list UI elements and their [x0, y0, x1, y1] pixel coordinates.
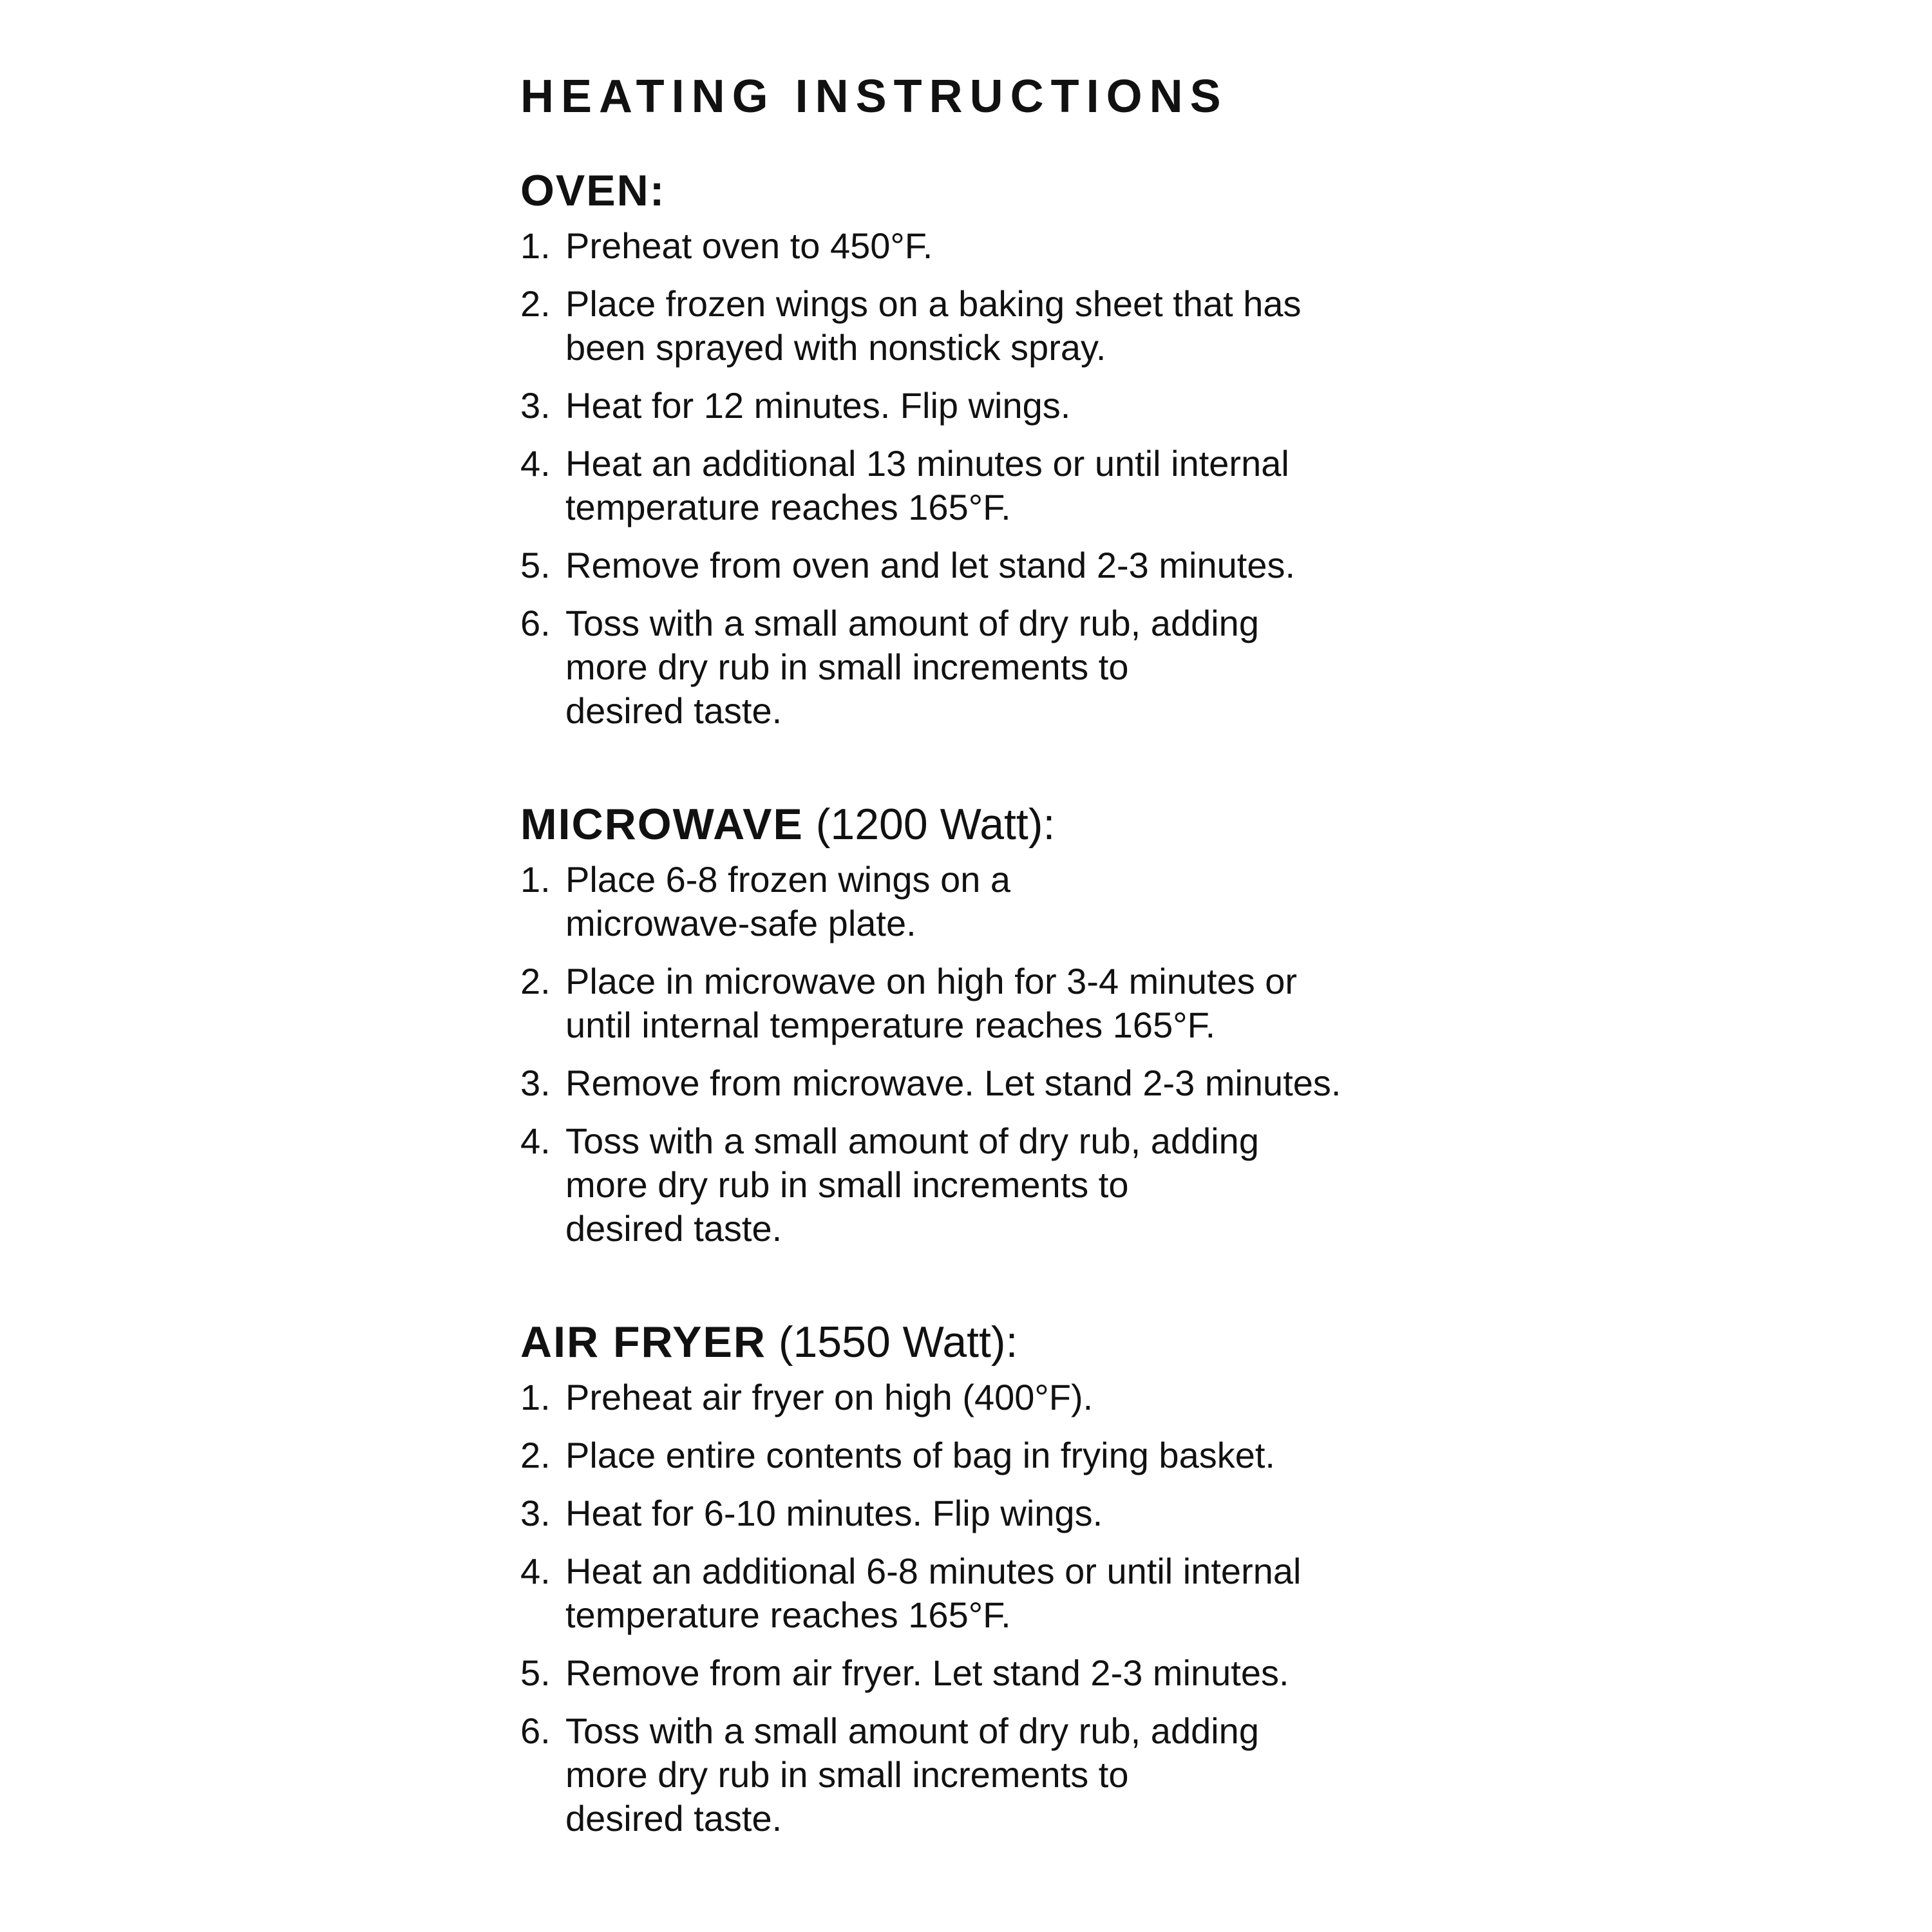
- step-text: Place 6-8 frozen wings on a microwave-safe plate.: [565, 859, 1011, 943]
- microwave-heading: [520, 792, 1486, 857]
- step-number: 1.: [520, 225, 551, 266]
- step-text: Toss with a small amount of dry rub, adding more dry rub in small increments to desired taste.: [565, 1710, 1259, 1839]
- step-number: 2.: [520, 283, 551, 324]
- oven-step: [520, 544, 1486, 587]
- oven-step: [520, 601, 1486, 733]
- air-fryer-step: [520, 1492, 1486, 1535]
- step-text: Remove from microwave. Let stand 2-3 minutes.: [565, 1063, 1341, 1103]
- step-number: 4.: [520, 1551, 551, 1591]
- microwave-heading-label: MICROWAVE: [520, 800, 804, 849]
- step-text: Preheat oven to 450°F.: [565, 225, 933, 266]
- step-number: 5.: [520, 545, 551, 585]
- oven-heading-label: OVEN:: [520, 166, 666, 215]
- air-fryer-heading: [520, 1310, 1486, 1374]
- step-number: 3.: [520, 1063, 551, 1103]
- microwave-step: [520, 960, 1486, 1047]
- oven-step: [520, 384, 1486, 428]
- step-text: Heat for 12 minutes. Flip wings.: [565, 385, 1071, 426]
- step-number: 6.: [520, 1710, 551, 1751]
- page-title: HEATING INSTRUCTIONS: [520, 71, 1228, 122]
- step-text: Preheat air fryer on high (400°F).: [565, 1377, 1094, 1417]
- microwave-step: [520, 1119, 1486, 1251]
- step-text: Heat an additional 13 minutes or until internal temperature reaches 165°F.: [565, 443, 1289, 527]
- step-text: Remove from air fryer. Let stand 2-3 minutes.: [565, 1653, 1289, 1693]
- heating-instructions: [520, 64, 1486, 1841]
- step-number: 3.: [520, 385, 551, 426]
- air-fryer-steps: [520, 1376, 1486, 1841]
- step-text: Place in microwave on high for 3-4 minutes or until internal temperature reaches 165°F.: [565, 961, 1298, 1045]
- step-text: Heat an additional 6-8 minutes or until internal temperature reaches 165°F.: [565, 1551, 1302, 1635]
- oven-step: [520, 224, 1486, 268]
- step-number: 4.: [520, 1121, 551, 1161]
- step-number: 1.: [520, 859, 551, 900]
- microwave-steps: [520, 858, 1486, 1251]
- step-text: Heat for 6-10 minutes. Flip wings.: [565, 1493, 1103, 1533]
- microwave-heading-suffix: (1200 Watt):: [803, 800, 1056, 849]
- step-text: Place entire contents of bag in frying basket.: [565, 1435, 1275, 1475]
- step-number: 2.: [520, 1435, 551, 1475]
- air-fryer-step: [520, 1376, 1486, 1419]
- air-fryer-step: [520, 1651, 1486, 1695]
- microwave-step: [520, 1061, 1486, 1105]
- air-fryer-step: [520, 1549, 1486, 1637]
- oven-step: [520, 442, 1486, 529]
- step-text: Toss with a small amount of dry rub, adding more dry rub in small increments to desired taste.: [565, 603, 1259, 731]
- step-number: 2.: [520, 961, 551, 1001]
- step-number: 5.: [520, 1653, 551, 1693]
- microwave-step: [520, 858, 1486, 945]
- step-text: Remove from oven and let stand 2-3 minutes.: [565, 545, 1296, 585]
- step-number: 4.: [520, 443, 551, 484]
- oven-step: [520, 282, 1486, 370]
- air-fryer-heading-suffix: (1550 Watt):: [766, 1318, 1018, 1367]
- oven-steps: [520, 224, 1486, 733]
- step-text: Toss with a small amount of dry rub, adding more dry rub in small increments to desired taste.: [565, 1121, 1259, 1249]
- air-fryer-step: [520, 1434, 1486, 1477]
- air-fryer-step: [520, 1709, 1486, 1841]
- oven-heading: [520, 158, 1486, 223]
- air-fryer-heading-label: AIR FRYER: [520, 1318, 766, 1367]
- step-number: 1.: [520, 1377, 551, 1417]
- step-text: Place frozen wings on a baking sheet that has been sprayed with nonstick spray.: [565, 283, 1302, 368]
- step-number: 6.: [520, 603, 551, 643]
- step-number: 3.: [520, 1493, 551, 1533]
